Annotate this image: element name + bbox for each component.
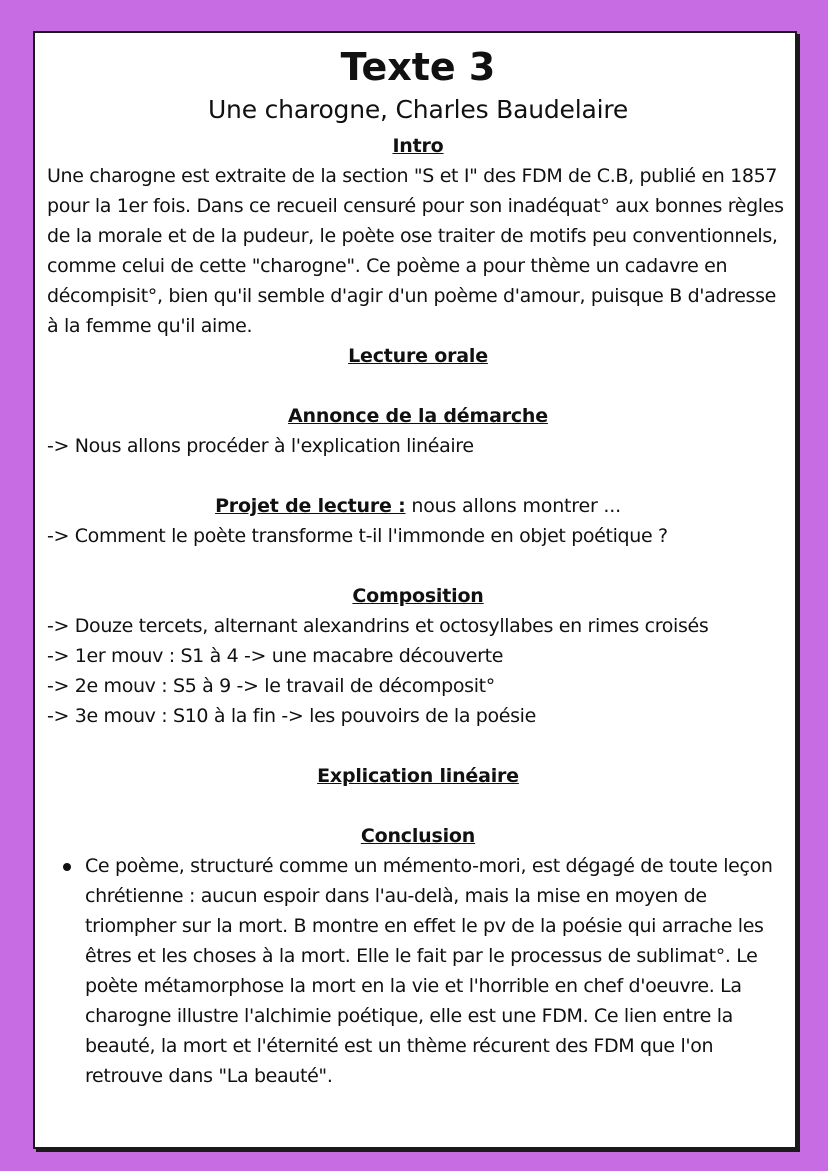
page-subtitle: Une charogne, Charles Baudelaire bbox=[207, 95, 629, 124]
demarche-heading: Annonce de la démarche bbox=[288, 405, 548, 427]
document-content bbox=[47, 43, 789, 1091]
spacer bbox=[47, 791, 789, 821]
composition-heading: Composition bbox=[352, 585, 484, 607]
projet-heading: Projet de lecture : bbox=[215, 495, 406, 517]
conclusion-heading: Conclusion bbox=[360, 825, 476, 847]
demarche-line: -> Nous allons procéder à l'explication linéaire bbox=[47, 435, 474, 457]
list-item bbox=[47, 851, 789, 1091]
intro-text: Une charogne est extraite de la section "S et I" des FDM de C.B, publié en 1857 pour la 1er fois. Dans ce recueil censuré pour son inadéquat° aux bonnes règles de la morale et de la pudeur, le poète ose traiter de motifs peu conventionnels, comme celui de cette "charogne". Ce poème a pour thème un cadavre en décompisit°, bien qu'il semble d'agir d'un poème d'amour, puisque B d'adresse à la femme qu'il aime. bbox=[47, 165, 784, 337]
conclusion-text: Ce poème, structuré comme un mémento-mori, est dégagé de toute leçon chrétienne : aucun espoir dans l'au-delà, mais la mise en moyen de triompher sur la mort. B montre en effet le pv de la poésie qui arrache les êtres et les choses à la mort. Elle le fait par le processus de sublimat°. Le poète métamorphose la mort en la vie et l'horrible en chef d'oeuvre. La charogne illustre l'alchimie poétique, elle est une FDM. Ce lien entre la beauté, la mort et l'éternité est un thème récurent des FDM que l'on retrouve dans "La beauté". bbox=[85, 855, 773, 1087]
spacer bbox=[47, 551, 789, 581]
spacer bbox=[47, 371, 789, 401]
composition-line: -> 3e mouv : S10 à la fin -> les pouvoirs de la poésie bbox=[47, 705, 536, 727]
composition-line: -> 1er mouv : S1 à 4 -> une macabre découverte bbox=[47, 645, 504, 667]
conclusion-list bbox=[47, 851, 789, 1091]
composition-line: -> Douze tercets, alternant alexandrins et octosyllabes en rimes croisés bbox=[47, 615, 709, 637]
spacer bbox=[47, 731, 789, 761]
page-title: Texte 3 bbox=[340, 45, 496, 89]
projet-suffix: nous allons montrer ... bbox=[405, 495, 621, 517]
composition-line: -> 2e mouv : S5 à 9 -> le travail de décomposit° bbox=[47, 675, 495, 697]
lecture-heading: Lecture orale bbox=[348, 345, 488, 367]
projet-heading-line bbox=[47, 491, 789, 521]
explication-heading: Explication linéaire bbox=[317, 765, 519, 787]
projet-line: -> Comment le poète transforme t-il l'immonde en objet poétique ? bbox=[47, 525, 668, 547]
bullet-dot-icon bbox=[63, 863, 71, 871]
intro-heading: Intro bbox=[392, 135, 444, 157]
document-sheet bbox=[33, 31, 797, 1149]
spacer bbox=[47, 461, 789, 491]
